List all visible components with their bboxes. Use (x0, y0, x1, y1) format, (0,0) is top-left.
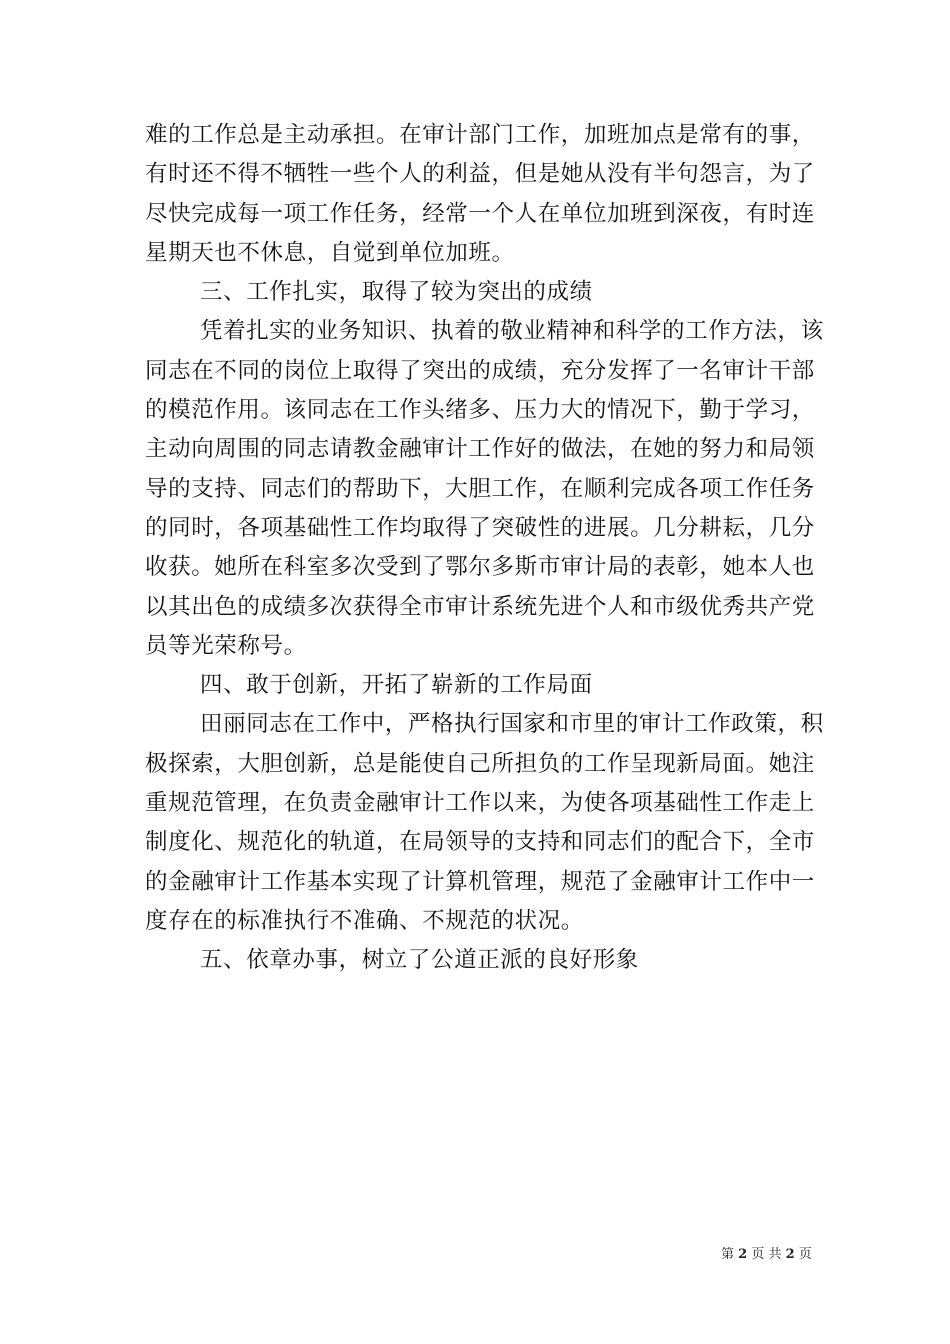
text-line: 的金融审计工作基本实现了计算机管理，规范了金融审计工作中一 (145, 868, 815, 895)
text-line: 制度化、规范化的轨道，在局领导的支持和同志们的配合下，全市 (145, 829, 815, 856)
text-line: 难的工作总是主动承担。在审计部门工作，加班加点是常有的事， (145, 122, 815, 148)
current-page: 2 (738, 1247, 748, 1262)
text-line: 的模范作用。该同志在工作头绪多、压力大的情况下，勤于学习， (145, 397, 815, 424)
text-line: 主动向周围的同志请教金融审计工作好的做法，在她的努力和局领 (145, 436, 815, 463)
page-number-middle: 页 共 (751, 1247, 782, 1262)
total-pages: 2 (785, 1247, 795, 1262)
text-line: 星期天也不休息，自觉到单位加班。 (145, 239, 515, 266)
page-number (721, 1245, 812, 1265)
text-line: 重规范管理，在负责金融审计工作以来，为使各项基础性工作走上 (145, 790, 815, 817)
text-line: 极探索，大胆创新，总是能使自己所担负的工作呈现新局面。她注 (145, 750, 815, 777)
text-line: 凭着扎实的业务知识、执着的敬业精神和科学的工作方法，该 (200, 318, 824, 345)
text-line: 度存在的标准执行不准确、不规范的状况。 (145, 907, 584, 934)
section-heading: 四、敢于创新，开拓了崭新的工作局面 (200, 672, 593, 699)
section-heading: 三、工作扎实，取得了较为突出的成绩 (200, 279, 593, 306)
document-body (145, 116, 824, 981)
text-line: 有时还不得不牺牲一些个人的利益，但是她从没有半句怨言，为了 (145, 161, 815, 188)
text-line: 收获。她所在科室多次受到了鄂尔多斯市审计局的表彰，她本人也 (145, 554, 815, 581)
text-line: 导的支持、同志们的帮助下，大胆工作，在顺利完成各项工作任务 (145, 475, 815, 502)
section-heading: 五、依章办事，树立了公道正派的良好形象 (200, 947, 639, 974)
page-number-prefix: 第 (721, 1247, 735, 1262)
text-line: 同志在不同的岗位上取得了突出的成绩，充分发挥了一名审计干部 (145, 357, 815, 384)
text-line: 田丽同志在工作中，严格执行国家和市里的审计工作政策，积 (200, 711, 824, 738)
text-line: 尽快完成每一项工作任务，经常一个人在单位加班到深夜，有时连 (145, 200, 815, 227)
text-line: 以其出色的成绩多次获得全市审计系统先进个人和市级优秀共产党 (145, 593, 815, 620)
page-number-suffix: 页 (798, 1247, 812, 1262)
text-line: 员等光荣称号。 (145, 632, 307, 659)
text-line: 的同时，各项基础性工作均取得了突破性的进展。几分耕耘，几分 (145, 514, 815, 541)
